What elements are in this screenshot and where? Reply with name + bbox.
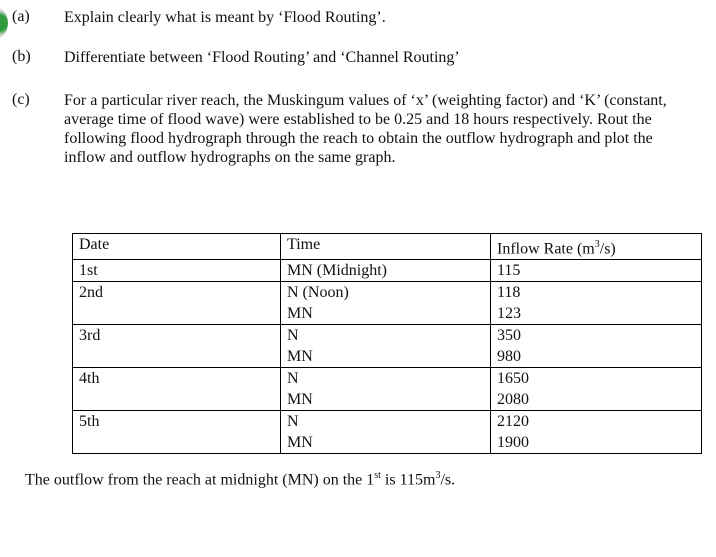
- question-a-text: Explain clearly what is meant by ‘Flood Routing’.: [64, 9, 386, 26]
- date-cell-line: 3rd: [79, 327, 101, 345]
- rate-cell: [491, 368, 702, 411]
- rate-cell-line: 1900: [497, 434, 529, 452]
- side-badge-icon: [0, 8, 8, 38]
- table-row: [73, 325, 702, 368]
- header-date: Date: [73, 234, 281, 260]
- time-cell: [281, 282, 491, 325]
- time-cell-line: MN: [287, 348, 313, 366]
- table-row: [73, 260, 702, 282]
- rate-cell: [491, 325, 702, 368]
- header-time: Time: [281, 234, 491, 260]
- rate-cell: [491, 260, 702, 282]
- rate-cell-line: 1650: [497, 370, 529, 388]
- question-b-text: Differentiate between ‘Flood Routing’ and ‘Channel Routing’: [64, 49, 460, 66]
- table-row: [73, 282, 702, 325]
- rate-cell-line: 123: [497, 305, 521, 323]
- time-cell: [281, 260, 491, 282]
- date-cell: [73, 368, 281, 411]
- inflow-table: [72, 233, 702, 454]
- question-b-label: (b): [12, 48, 31, 65]
- time-cell-line: N (Noon): [287, 284, 349, 302]
- date-cell: [73, 411, 281, 454]
- rate-cell: [491, 282, 702, 325]
- rate-cell-line: 350: [497, 327, 521, 345]
- time-cell-line: MN: [287, 434, 313, 452]
- time-cell-line: MN: [287, 391, 313, 409]
- rate-cell-line: 2120: [497, 413, 529, 431]
- date-cell: [73, 282, 281, 325]
- date-cell-line: 2nd: [79, 284, 103, 302]
- time-cell-line: N: [287, 370, 299, 388]
- time-cell: [281, 411, 491, 454]
- time-cell: [281, 368, 491, 411]
- question-c-label: (c): [12, 91, 30, 108]
- time-cell-line: MN (Midnight): [287, 262, 387, 280]
- date-cell-line: 1st: [79, 262, 98, 280]
- time-cell-line: N: [287, 413, 299, 431]
- rate-cell: [491, 411, 702, 454]
- date-cell: [73, 325, 281, 368]
- time-cell-line: MN: [287, 305, 313, 323]
- header-inflow: Inflow Rate $(m^3/s)$: [491, 234, 702, 260]
- question-a-label: (a): [12, 8, 30, 25]
- table-row: [73, 368, 702, 411]
- question-c-text: For a particular river reach, the Muskingum values of ‘x’ (weighting factor) and ‘K’ (constant, average time of flood wave) were established to be 0.25 and 18 hours respectively. Rout the following flood hydrograph through the reach to obtain the outflow hydrograph and plot the inflow and outflow hydrographs on the same graph.: [64, 92, 667, 166]
- time-cell: [281, 325, 491, 368]
- rate-cell-line: 2080: [497, 391, 529, 409]
- rate-cell-line: 115: [497, 262, 521, 280]
- date-cell-line: 5th: [79, 413, 100, 431]
- date-cell-line: 4th: [79, 370, 100, 388]
- time-cell-line: N: [287, 327, 299, 345]
- outflow-note: The outflow from the reach at midnight (MN) on the 1st is $115m^3/s$.: [25, 470, 456, 489]
- date-cell: [73, 260, 281, 282]
- rate-cell-line: 118: [497, 284, 521, 302]
- table-row: [73, 411, 702, 454]
- table-header-row: [73, 234, 702, 260]
- rate-cell-line: 980: [497, 348, 521, 366]
